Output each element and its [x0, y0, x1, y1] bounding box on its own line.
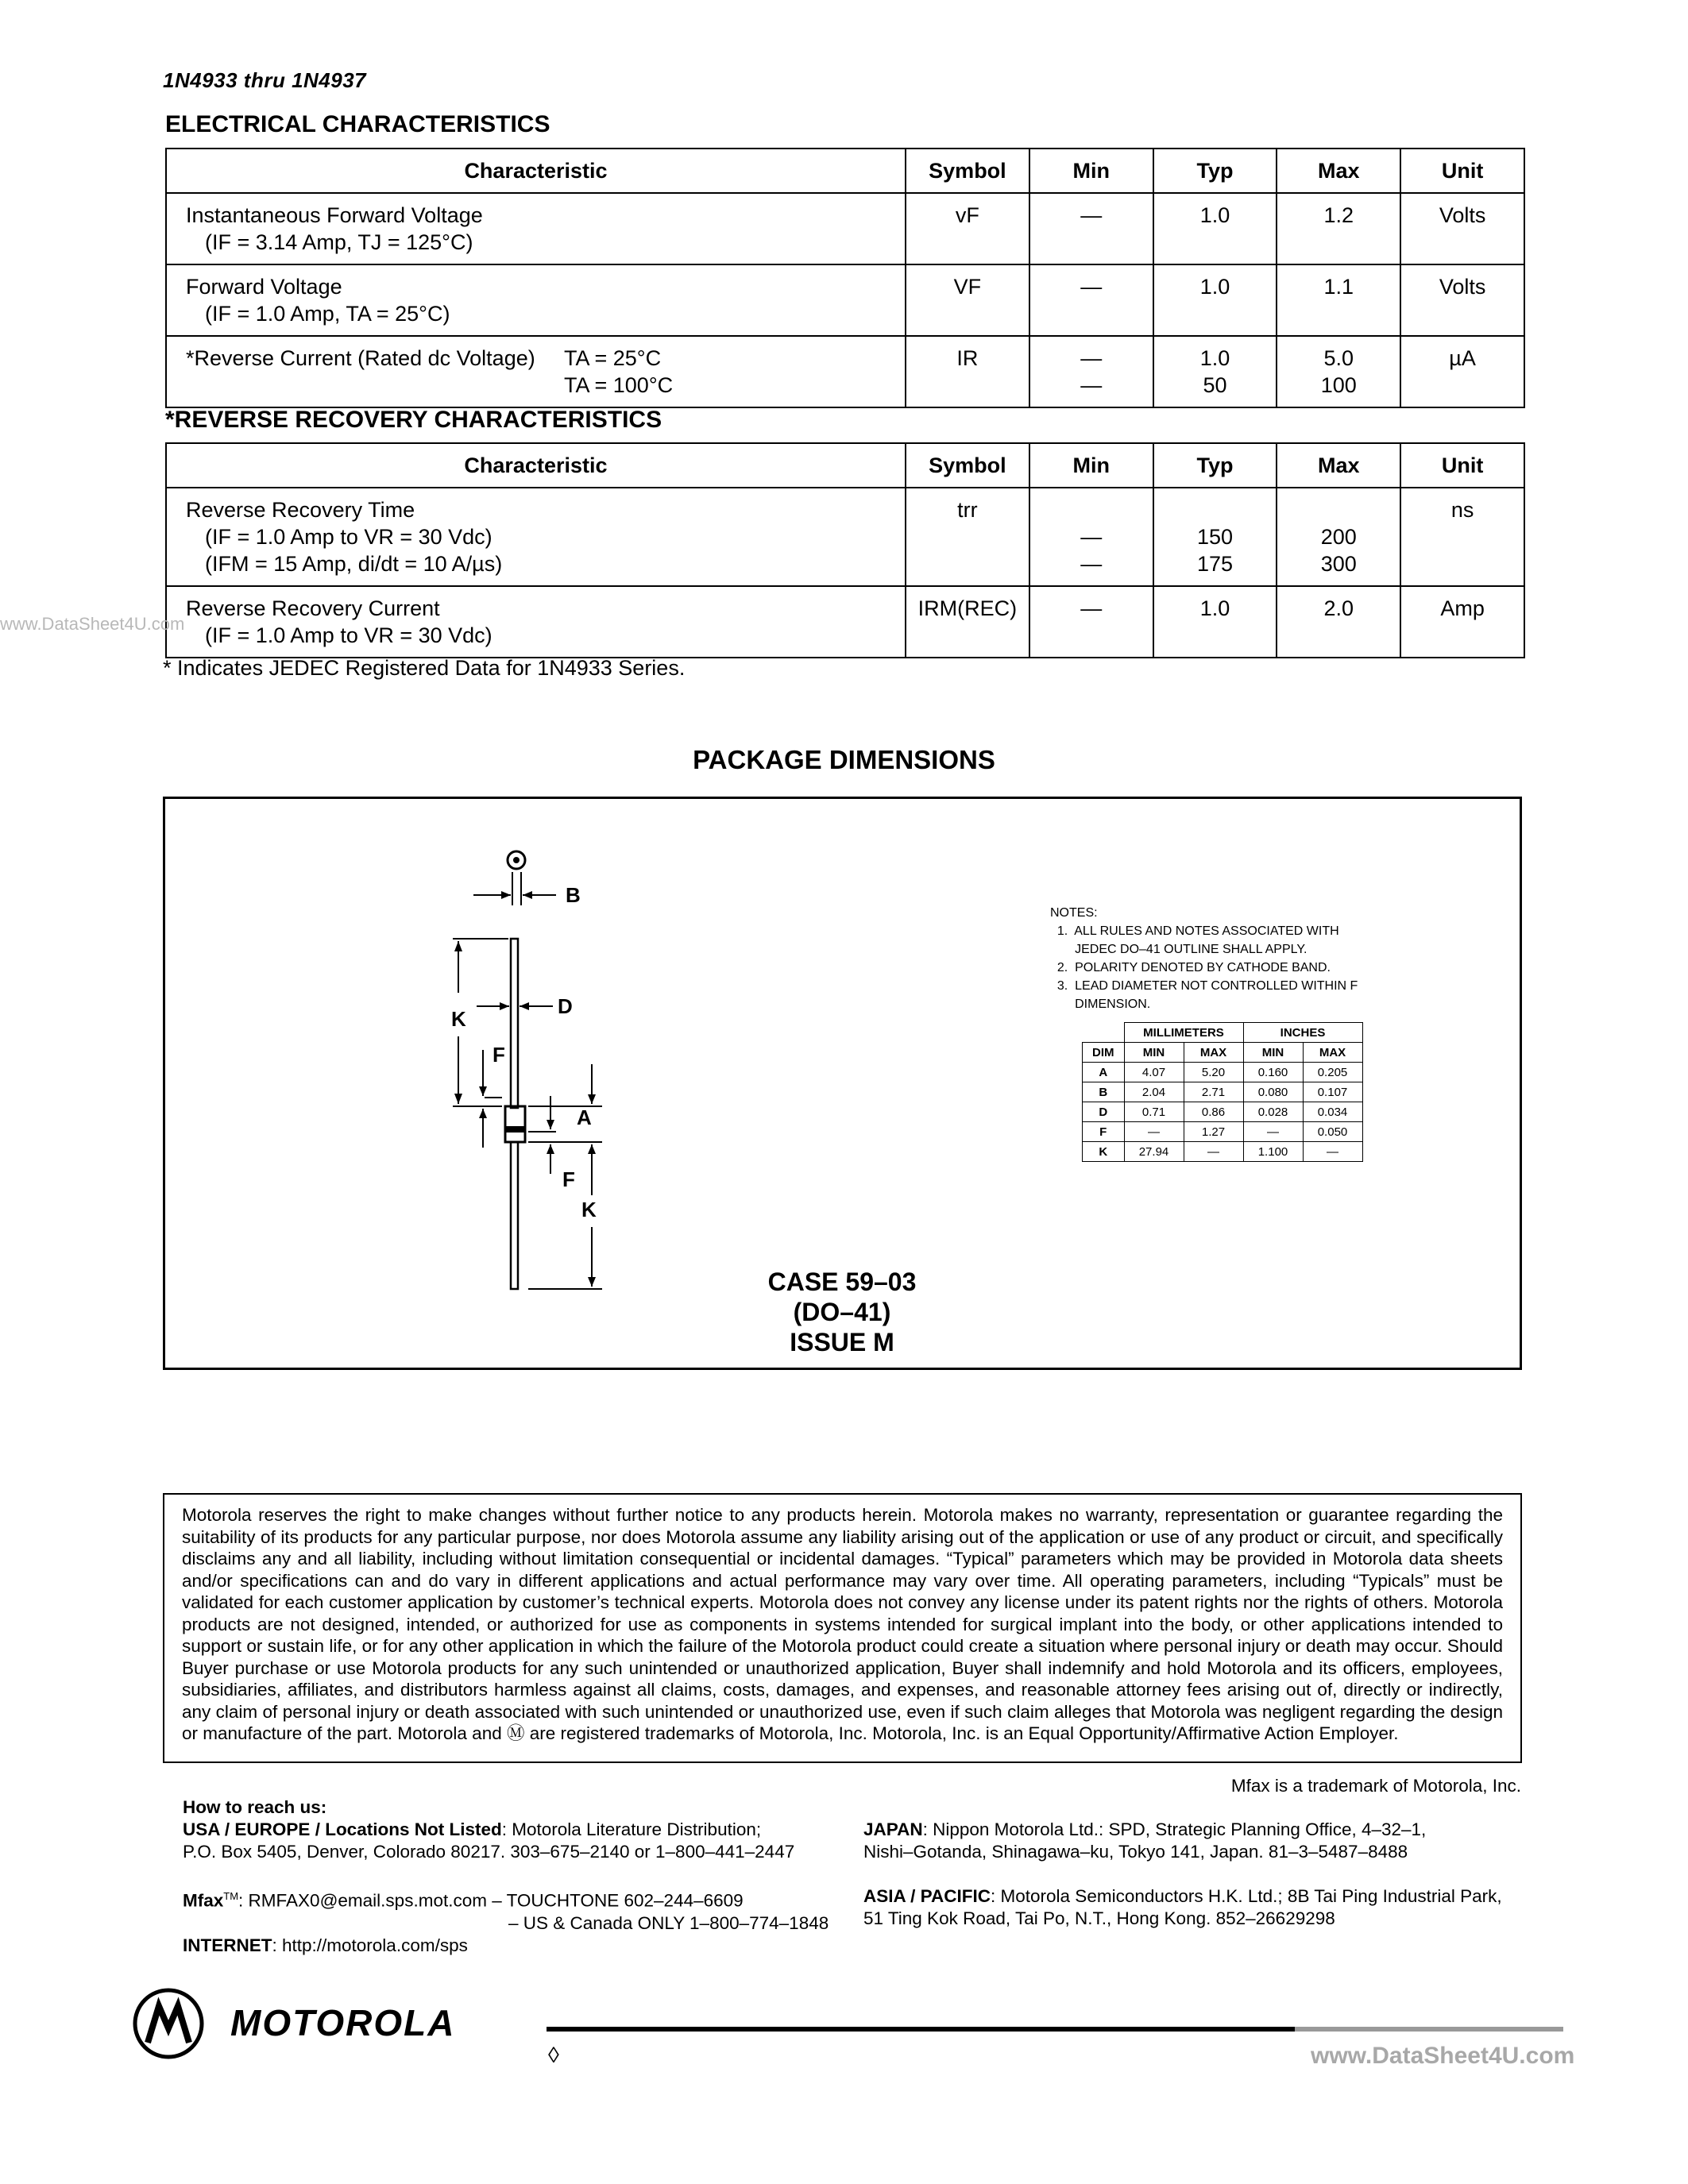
max: 200: [1320, 525, 1357, 549]
dim-cell: 2.04: [1124, 1082, 1184, 1102]
watermark-right: www.DataSheet4U.com: [1311, 2043, 1575, 2069]
package-notes: [1050, 904, 1358, 1013]
col-unit: Unit: [1400, 443, 1524, 488]
max: 300: [1320, 552, 1357, 576]
inches-header: INCHES: [1243, 1023, 1362, 1043]
dim-cell: —: [1124, 1122, 1184, 1142]
symbol: vF: [906, 193, 1029, 264]
motorola-wordmark: MOTOROLA: [230, 2002, 456, 2043]
notes-line: 1. ALL RULES AND NOTES ASSOCIATED WITH: [1050, 924, 1339, 938]
max: 5.0: [1323, 346, 1354, 370]
dim-cell: 0.71: [1124, 1102, 1184, 1122]
asia-address-line2: 51 Ting Kok Road, Tai Po, N.T., Hong Kong. 852–26629298: [863, 1908, 1335, 1928]
asia-address: : Motorola Semiconductors H.K. Ltd.; 8B Tai Ping Industrial Park,: [991, 1886, 1502, 1906]
notes-line: DIMENSION.: [1050, 997, 1151, 1011]
typ: 1.0: [1199, 346, 1230, 370]
table-row: [1083, 1122, 1363, 1142]
dim-label-f-lower: F: [562, 1167, 575, 1191]
electrical-title: ELECTRICAL CHARACTERISTICS: [165, 111, 550, 137]
symbol: trr: [906, 488, 1029, 586]
col-characteristic: Characteristic: [166, 149, 906, 193]
mfax-trademark-note: Mfax is a trademark of Motorola, Inc.: [1230, 1776, 1521, 1796]
condition-25c: TA = 25°C: [564, 346, 662, 370]
typ: 150: [1196, 525, 1234, 549]
characteristic: *Reverse Current (Rated dc Voltage): [186, 346, 535, 370]
symbol: IR: [906, 336, 1029, 407]
dim-cell: 4.07: [1124, 1063, 1184, 1082]
dim-cell: —: [1184, 1142, 1243, 1162]
dim-label-b: B: [566, 883, 581, 907]
dim-cell: 2.71: [1184, 1082, 1243, 1102]
col-characteristic: Characteristic: [166, 443, 906, 488]
typ: 175: [1196, 552, 1234, 576]
characteristic: Forward Voltage: [186, 275, 342, 299]
condition: (IF = 1.0 Amp to VR = 30 Vdc): [205, 623, 492, 647]
mfax-line2: – US & Canada ONLY 1–800–774–1848: [508, 1912, 829, 1933]
mfax-value: : RMFAX0@email.sps.mot.com – TOUCHTONE 602–244–6609: [238, 1890, 744, 1911]
dimension-table: [1082, 1022, 1363, 1162]
max: 100: [1320, 373, 1357, 397]
contact-heading: How to reach us:: [183, 1797, 327, 1817]
table-header-row: [1083, 1023, 1363, 1043]
condition: (IF = 1.0 Amp to VR = 30 Vdc): [205, 525, 492, 549]
condition: (IF = 1.0 Amp, TA = 25°C): [205, 302, 450, 326]
min: —: [1080, 552, 1103, 576]
max: 1.1: [1277, 264, 1400, 336]
col-max: Max: [1277, 443, 1400, 488]
case-label: [699, 1267, 985, 1357]
internet-value: : http://motorola.com/sps: [272, 1935, 468, 1955]
notes-line: JEDEC DO–41 OUTLINE SHALL APPLY.: [1050, 943, 1308, 956]
usa-label: USA / EUROPE / Locations Not Listed: [183, 1819, 502, 1839]
case-issue: ISSUE M: [790, 1328, 894, 1356]
unit: Amp: [1400, 586, 1524, 658]
dim-label-k-lower: K: [581, 1198, 597, 1221]
dim-cell: 0.034: [1303, 1102, 1362, 1122]
dim-cell: A: [1083, 1063, 1125, 1082]
diamond-mark: ◊: [548, 2043, 559, 2067]
dim-cell: 5.20: [1184, 1063, 1243, 1082]
case-number: CASE 59–03: [767, 1268, 917, 1296]
unit: Volts: [1400, 193, 1524, 264]
min: —: [1029, 586, 1153, 658]
dim-cell: 1.27: [1184, 1122, 1243, 1142]
dim-header: DIM: [1083, 1043, 1125, 1063]
jedec-footnote: * Indicates JEDEC Registered Data for 1N4933 Series.: [163, 656, 686, 680]
motorola-logo-icon: [132, 1987, 205, 2060]
table-row: [1083, 1082, 1363, 1102]
typ: 50: [1203, 373, 1227, 397]
japan-address-line2: Nishi–Gotanda, Shinagawa–ku, Tokyo 141, Japan. 81–3–5487–8488: [863, 1842, 1408, 1862]
internet-label: INTERNET: [183, 1935, 272, 1955]
table-row: [1083, 1142, 1363, 1162]
notes-line: NOTES:: [1050, 906, 1098, 920]
col-typ: Typ: [1153, 149, 1277, 193]
unit: ns: [1400, 488, 1524, 586]
typ: 1.0: [1153, 586, 1277, 658]
max: 2.0: [1277, 586, 1400, 658]
footer-rule-gray: [1295, 2027, 1563, 2032]
dim-cell: 0.160: [1243, 1063, 1303, 1082]
dim-label-f-upper: F: [492, 1043, 505, 1067]
unit: Volts: [1400, 264, 1524, 336]
dim-cell: D: [1083, 1102, 1125, 1122]
condition: (IFM = 15 Amp, di/dt = 10 A/µs): [205, 552, 503, 576]
table-header-row: [1083, 1043, 1363, 1063]
in-min-header: MIN: [1243, 1043, 1303, 1063]
mm-min-header: MIN: [1124, 1043, 1184, 1063]
characteristic: Instantaneous Forward Voltage: [186, 203, 483, 227]
unit: µA: [1400, 336, 1524, 407]
package-title: PACKAGE DIMENSIONS: [693, 745, 995, 774]
usa-address-line2: P.O. Box 5405, Denver, Colorado 80217. 303–675–2140 or 1–800–441–2447: [183, 1842, 795, 1862]
min: —: [1080, 525, 1103, 549]
case-package: (DO–41): [793, 1298, 891, 1326]
dim-cell: 1.100: [1243, 1142, 1303, 1162]
min: —: [1029, 264, 1153, 336]
dim-cell: F: [1083, 1122, 1125, 1142]
dim-cell: K: [1083, 1142, 1125, 1162]
characteristic: Reverse Recovery Current: [186, 596, 440, 620]
millimeters-header: MILLIMETERS: [1124, 1023, 1243, 1043]
col-min: Min: [1029, 443, 1153, 488]
japan-label: JAPAN: [863, 1819, 923, 1839]
min: —: [1080, 373, 1103, 397]
in-max-header: MAX: [1303, 1043, 1362, 1063]
col-typ: Typ: [1153, 443, 1277, 488]
recovery-title: *REVERSE RECOVERY CHARACTERISTICS: [165, 407, 662, 433]
col-symbol: Symbol: [906, 149, 1029, 193]
condition: (IF = 3.14 Amp, TJ = 125°C): [205, 230, 473, 254]
min: —: [1080, 346, 1103, 370]
symbol: VF: [906, 264, 1029, 336]
usa-address: : Motorola Literature Distribution;: [501, 1819, 762, 1839]
contact-left: [183, 1796, 829, 1957]
table-row: [1083, 1102, 1363, 1122]
dim-cell: 0.080: [1243, 1082, 1303, 1102]
dim-cell: 27.94: [1124, 1142, 1184, 1162]
typ: 1.0: [1153, 193, 1277, 264]
col-min: Min: [1029, 149, 1153, 193]
contact-right: [863, 1819, 1502, 1930]
legal-disclaimer: Motorola reserves the right to make changes without further notice to any products herein. Motorola makes no warranty, representation or guarantee regarding the suitability of its products for any particular purpose, nor does Motorola assume any liability arising out of the application or use of any product or circuit, and specifically disclaims any and all liability, including without limitation consequential or incidental damages. “Typical” parameters which may be provided in Motorola data sheets and/or specifications can and do vary in different applications and actual performance may vary over time. All operating parameters, including “Typicals” must be validated for each customer application by customer’s technical experts. Motorola does not convey any license under its patent rights nor the rights of others. Motorola products are not designed, intended, or authorized for use as components in systems intended for surgical implant into the body, or other applications intended to support or sustain life, or for any other application in which the failure of the Motorola product could create a situation where personal injury or death may occur. Should Buyer purchase or use Motorola products for any such unintended or unauthorized application, Buyer shall indemnify and hold Motorola and its officers, employees, subsidiaries, affiliates, and distributors harmless against all claims, costs, damages, and expenses, and reasonable attorney fees arising out of, directly or indirectly, any claim of personal injury or death associated with such unintended or unauthorized use, even if such claim alleges that Motorola was negligent regarding the design or manufacture of the part. Motorola and Ⓜ are registered trademarks of Motorola, Inc. Motorola, Inc. is an Equal Opportunity/Affirmative Action Employer.: [163, 1493, 1522, 1763]
notes-line: 3. LEAD DIAMETER NOT CONTROLLED WITHIN F: [1050, 979, 1358, 993]
mfax-tm: TM: [223, 1890, 239, 1902]
dim-label-k-upper: K: [451, 1007, 466, 1031]
col-unit: Unit: [1400, 149, 1524, 193]
dim-cell: B: [1083, 1082, 1125, 1102]
dim-cell: 0.028: [1243, 1102, 1303, 1122]
symbol: IRM(REC): [906, 586, 1029, 658]
japan-address: : Nippon Motorola Ltd.: SPD, Strategic Planning Office, 4–32–1,: [922, 1819, 1427, 1839]
mm-max-header: MAX: [1184, 1043, 1243, 1063]
col-max: Max: [1277, 149, 1400, 193]
dim-cell: 0.205: [1303, 1063, 1362, 1082]
mfax-label: Mfax: [183, 1890, 224, 1911]
max: 1.2: [1277, 193, 1400, 264]
dim-cell: 0.107: [1303, 1082, 1362, 1102]
dim-label-a: A: [577, 1106, 592, 1129]
dim-cell: —: [1303, 1142, 1362, 1162]
col-symbol: Symbol: [906, 443, 1029, 488]
min: —: [1029, 193, 1153, 264]
dim-cell: 0.050: [1303, 1122, 1362, 1142]
dim-label-d: D: [558, 994, 573, 1018]
notes-line: 2. POLARITY DENOTED BY CATHODE BAND.: [1050, 961, 1331, 974]
characteristic: Reverse Recovery Time: [186, 498, 415, 522]
watermark-left: www.DataSheet4U.com: [0, 614, 185, 634]
table-row: [1083, 1063, 1363, 1082]
dim-cell: 0.86: [1184, 1102, 1243, 1122]
part-range-heading: 1N4933 thru 1N4937: [163, 68, 367, 92]
dim-cell: —: [1243, 1122, 1303, 1142]
typ: 1.0: [1153, 264, 1277, 336]
condition-100c: TA = 100°C: [564, 373, 674, 397]
asia-label: ASIA / PACIFIC: [863, 1886, 991, 1906]
